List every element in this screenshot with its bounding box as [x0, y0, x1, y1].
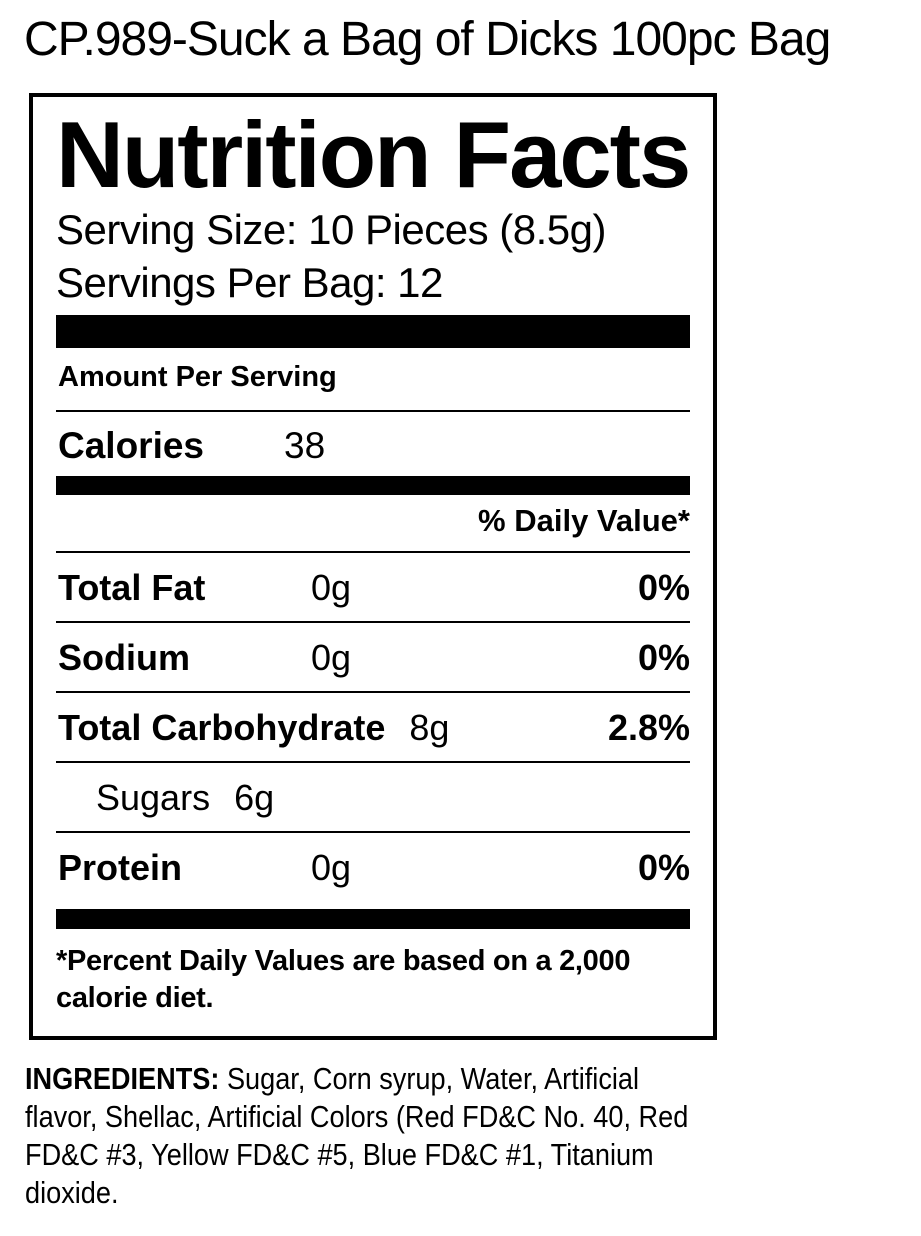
- thick-divider-mid: [56, 476, 690, 495]
- nutrient-amount: 8g: [409, 707, 450, 748]
- calories-row: [56, 412, 690, 476]
- daily-value-footnote: *Percent Daily Values are based on a 2,000 calorie diet.: [56, 945, 631, 1014]
- calories-value: 38: [284, 425, 326, 466]
- nutrient-label: Protein: [58, 847, 183, 888]
- amount-per-serving-label: Amount Per Serving: [58, 361, 337, 393]
- nutrient-amount: 0g: [311, 567, 352, 608]
- nutrient-daily-value: 0%: [637, 847, 690, 888]
- nutrient-row-total-fat: [56, 553, 690, 621]
- nutrient-label: Total Fat: [58, 567, 206, 608]
- nutrient-row-sodium: [56, 623, 690, 691]
- nutrient-amount: 0g: [311, 637, 352, 678]
- daily-value-header: % Daily Value*: [478, 503, 690, 538]
- nutrient-label: Total Carbohydrate: [58, 707, 386, 748]
- ingredients-paragraph: [25, 1060, 718, 1212]
- nutrient-amount: 6g: [234, 777, 275, 818]
- ingredients-text: Sugar, Corn syrup, Water, Artificial flavor, Shellac, Artificial Colors (Red FD&C No. 40, Red FD&C #3, Yellow FD&C #5, Blue FD&C #1, Titanium dioxide.: [25, 1061, 689, 1210]
- nutrient-amount: 0g: [311, 847, 352, 888]
- thick-divider-bottom: [56, 909, 690, 929]
- page-title: CP.989-Suck a Bag of Dicks 100pc Bag: [24, 13, 831, 66]
- nutrition-label-box: [29, 93, 717, 1040]
- nutrient-daily-value: 0%: [637, 637, 690, 678]
- nutrient-row-protein: [56, 833, 690, 901]
- ingredients-heading: INGREDIENTS:: [25, 1061, 220, 1096]
- nutrition-facts-title: Nutrition Facts: [56, 102, 690, 207]
- calories-label: Calories: [58, 425, 205, 466]
- nutrient-row-sugars: [56, 763, 690, 831]
- serving-size-line: Serving Size: 10 Pieces (8.5g): [56, 206, 606, 253]
- nutrient-daily-value: 2.8%: [607, 707, 690, 748]
- nutrient-label: Sodium: [58, 637, 190, 678]
- thick-divider-top: [56, 315, 690, 348]
- nutrient-row-total-carbohydrate: [56, 693, 690, 761]
- nutrient-label: Sugars: [96, 777, 211, 818]
- nutrient-daily-value: 0%: [637, 567, 690, 608]
- servings-per-bag-line: Servings Per Bag: 12: [56, 259, 443, 306]
